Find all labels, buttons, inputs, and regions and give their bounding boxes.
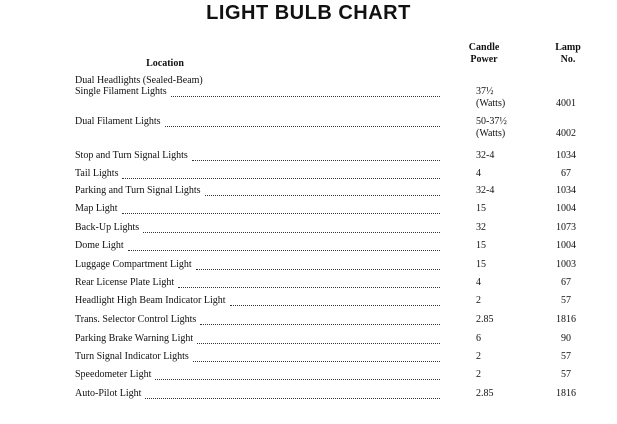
dot-leader: [143, 232, 440, 233]
row-location-label: Rear License Plate Light: [75, 277, 175, 288]
row-lamp-number: 57: [561, 295, 571, 306]
dot-leader: [200, 324, 440, 325]
row-location-label: Back-Up Lights: [75, 222, 140, 233]
row-location-label: Speedometer Light: [75, 369, 152, 380]
table-row: [0, 86, 617, 109]
dot-leader: [122, 178, 440, 179]
row-candle-power: [476, 222, 486, 234]
row-location-label: Parking and Turn Signal Lights: [75, 185, 201, 196]
candle-power-column-header: [452, 42, 516, 66]
row-location-label: Tail Lights: [75, 168, 119, 179]
section-label: Dual Headlights (Sealed-Beam): [75, 75, 203, 86]
table-row: [0, 295, 617, 309]
row-candle-power: [476, 388, 494, 400]
candle-power-header-line-1: Candle: [468, 42, 500, 53]
candle-power-unit: (Watts): [476, 98, 506, 109]
candle-power-value: 15: [476, 203, 486, 214]
candle-power-value: 6: [476, 333, 481, 344]
row-lamp-number: 1004: [556, 240, 576, 251]
row-candle-power: [476, 240, 486, 252]
page-title: LIGHT BULB CHART: [206, 2, 411, 24]
row-lamp-number: 57: [561, 369, 571, 380]
candle-power-unit: (Watts): [476, 128, 506, 139]
table-row: [0, 240, 617, 254]
dot-leader: [171, 96, 440, 97]
row-location-label: Luggage Compartment Light: [75, 259, 192, 270]
row-lamp-number: 4001: [556, 98, 576, 109]
dot-leader: [155, 379, 440, 380]
row-location-label: Auto-Pilot Light: [75, 388, 142, 399]
candle-power-value: 15: [476, 259, 486, 270]
row-candle-power: [476, 185, 494, 197]
row-location-label: Headlight High Beam Indicator Light: [75, 295, 226, 306]
candle-power-value: 4: [476, 168, 481, 179]
candle-power-value: 2: [476, 369, 481, 380]
row-lamp-number: 67: [561, 277, 571, 288]
location-header-text: Location: [146, 58, 184, 69]
candle-power-value: 15: [476, 240, 486, 251]
dot-leader: [178, 287, 440, 288]
row-candle-power: [476, 259, 486, 271]
dot-leader: [197, 343, 440, 344]
table-row: [0, 203, 617, 217]
row-lamp-number: 1004: [556, 203, 576, 214]
candle-power-header-line-2: Power: [470, 54, 498, 65]
lamp-no-header-line-1: Lamp: [555, 42, 581, 53]
dot-leader: [193, 361, 440, 362]
row-lamp-number: 4002: [556, 128, 576, 139]
dot-leader: [205, 195, 440, 196]
dot-leader: [196, 269, 440, 270]
row-lamp-number: 1816: [556, 388, 576, 399]
candle-power-value: 4: [476, 277, 481, 288]
row-location-label: Turn Signal Indicator Lights: [75, 351, 189, 362]
table-row: [0, 259, 617, 273]
row-lamp-number: 90: [561, 333, 571, 344]
row-location-label: Stop and Turn Signal Lights: [75, 150, 188, 161]
table-row: [0, 150, 617, 164]
lamp-no-column-header: [538, 42, 598, 66]
row-location-label: Trans. Selector Control Lights: [75, 314, 197, 325]
lamp-no-header-line-2: No.: [560, 54, 576, 65]
row-lamp-number: 1816: [556, 314, 576, 325]
table-row: [0, 168, 617, 182]
row-lamp-number: 57: [561, 351, 571, 362]
table-row: [0, 314, 617, 328]
dot-leader: [145, 398, 440, 399]
table-row: [0, 369, 617, 383]
candle-power-value: 32-4: [476, 185, 495, 196]
candle-power-value: 50-37½: [476, 116, 507, 127]
row-location-label: Dome Light: [75, 240, 124, 251]
row-location-label: Single Filament Lights: [75, 86, 167, 97]
table-row: [0, 388, 617, 402]
candle-power-value: 2: [476, 351, 481, 362]
candle-power-value: 32: [476, 222, 486, 233]
dot-leader: [122, 213, 440, 214]
table-row: [0, 116, 617, 139]
row-lamp-number: 1034: [556, 185, 576, 196]
candle-power-value: 2.85: [476, 314, 494, 325]
table-row: [0, 222, 617, 236]
table-row: [0, 277, 617, 291]
dot-leader: [230, 305, 440, 306]
row-candle-power: [476, 277, 481, 289]
row-candle-power: [476, 168, 481, 180]
row-lamp-number: 1034: [556, 150, 576, 161]
row-lamp-number: 1003: [556, 259, 576, 270]
row-candle-power: [476, 203, 486, 215]
row-lamp-number: 67: [561, 168, 571, 179]
location-column-header: [100, 58, 230, 70]
dot-leader: [165, 126, 440, 127]
row-location-label: Map Light: [75, 203, 118, 214]
candle-power-value: 2.85: [476, 388, 494, 399]
dot-leader: [192, 160, 440, 161]
row-candle-power: [476, 295, 481, 307]
row-location-label: Parking Brake Warning Light: [75, 333, 194, 344]
row-candle-power: [476, 351, 481, 363]
row-lamp-number: 1073: [556, 222, 576, 233]
candle-power-value: 32-4: [476, 150, 495, 161]
table-row: [0, 185, 617, 199]
candle-power-value: 2: [476, 295, 481, 306]
row-candle-power: [476, 314, 494, 326]
row-candle-power: [476, 116, 507, 140]
table-row: [0, 333, 617, 347]
row-candle-power: [476, 369, 481, 381]
row-candle-power: [476, 150, 494, 162]
row-location-label: Dual Filament Lights: [75, 116, 161, 127]
row-candle-power: [476, 333, 481, 345]
dot-leader: [128, 250, 440, 251]
candle-power-value: 37½: [476, 86, 494, 97]
table-row: [0, 351, 617, 365]
row-candle-power: [476, 86, 505, 110]
